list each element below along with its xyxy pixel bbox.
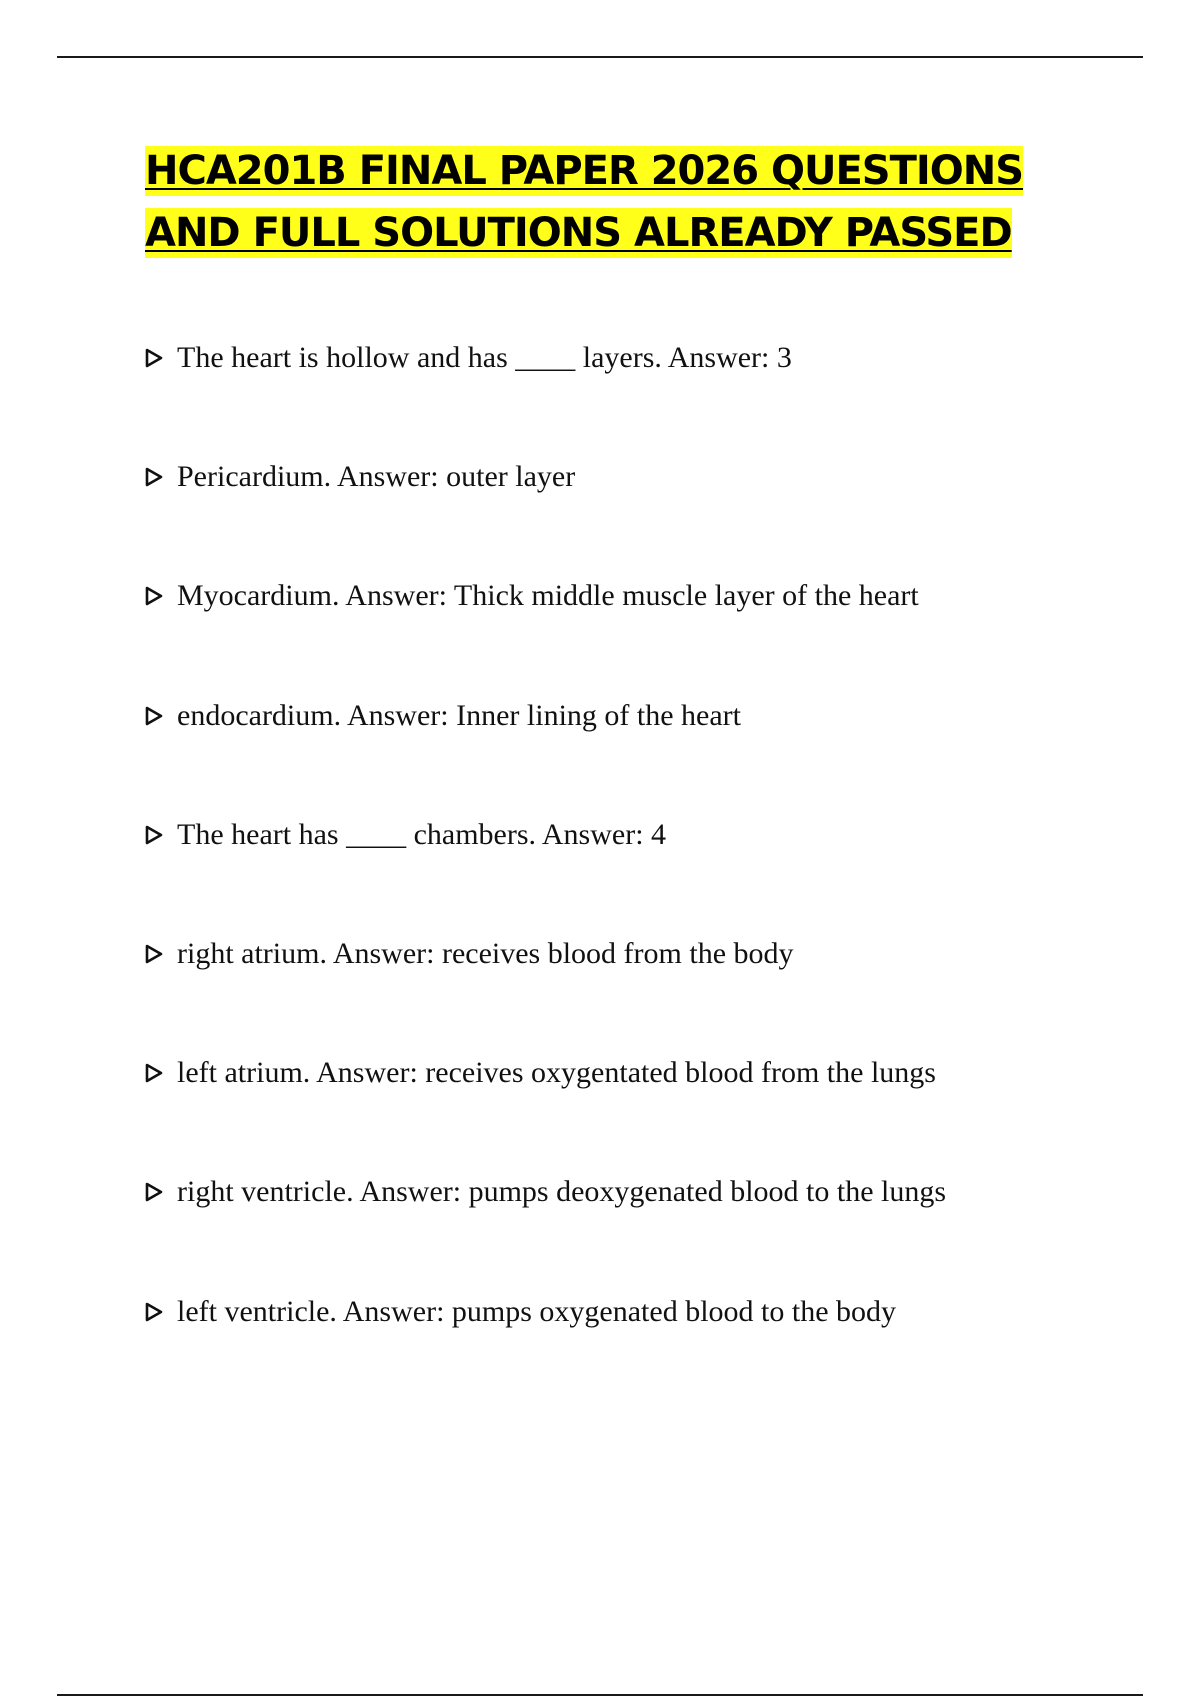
triangle-right-outline-icon — [145, 578, 177, 614]
list-item — [145, 936, 1145, 1055]
triangle-right-outline-icon — [145, 817, 177, 853]
list-item — [145, 817, 1145, 936]
list-item — [145, 578, 1145, 697]
qa-text: Myocardium. Answer: Thick middle muscle layer of the heart — [177, 579, 919, 613]
qa-text: right atrium. Answer: receives blood from the body — [177, 936, 794, 970]
top-rule — [57, 56, 1143, 58]
list-item — [145, 1294, 1145, 1413]
triangle-right-outline-icon — [145, 459, 177, 495]
qa-text: The heart is hollow and has ____ layers. Answer: 3 — [177, 341, 792, 374]
triangle-right-outline-icon — [145, 698, 177, 734]
qa-text: endocardium. Answer: Inner lining of the heart — [177, 698, 741, 732]
list-item — [145, 459, 1145, 578]
title-line-2: AND FULL SOLUTIONS ALREADY PASSED — [145, 210, 1012, 256]
qa-text: The heart has ____ chambers. Answer: 4 — [177, 817, 667, 851]
list-item — [145, 1174, 1145, 1293]
triangle-right-outline-icon — [145, 1055, 177, 1091]
qa-text: left ventricle. Answer: pumps oxygenated blood to the body — [177, 1294, 897, 1328]
title-line-1: HCA201B FINAL PAPER 2026 QUESTIONS — [145, 148, 1024, 194]
list-item — [145, 1055, 1145, 1174]
qa-text: left atrium. Answer: receives oxygentated blood from the lungs — [177, 1056, 936, 1090]
triangle-right-outline-icon — [145, 340, 177, 376]
list-item — [145, 340, 1145, 459]
triangle-right-outline-icon — [145, 1294, 177, 1330]
list-item — [145, 698, 1145, 817]
qa-list — [145, 340, 1145, 1413]
page-title — [145, 140, 1045, 264]
triangle-right-outline-icon — [145, 936, 177, 972]
qa-text: right ventricle. Answer: pumps deoxygenated blood to the lungs — [177, 1175, 947, 1209]
qa-text: Pericardium. Answer: outer layer — [177, 460, 576, 494]
triangle-right-outline-icon — [145, 1174, 177, 1210]
bottom-rule — [57, 1694, 1143, 1696]
